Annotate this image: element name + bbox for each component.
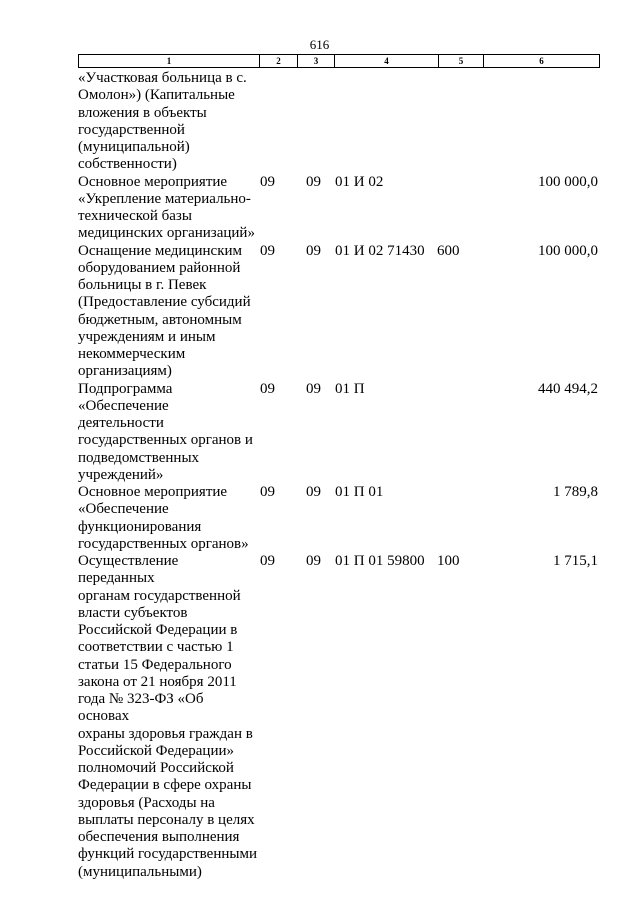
row-description xyxy=(78,70,258,174)
description-line: Оснащение медицинским xyxy=(78,242,243,259)
section-code: 09 xyxy=(260,380,275,397)
section-code: 09 xyxy=(260,173,275,190)
table-row xyxy=(78,381,598,485)
description-line: Омолон») (Капитальные xyxy=(78,87,235,104)
description-line: бюджетным, автономным xyxy=(78,311,242,328)
description-line: года № 323-ФЗ «Об основах xyxy=(78,691,204,725)
description-line: (муниципальной) xyxy=(78,139,190,155)
description-line: (Предоставление субсидий xyxy=(78,294,251,311)
expense-type-code xyxy=(437,381,492,485)
table-row xyxy=(78,484,598,553)
description-line: функционирования xyxy=(78,518,202,535)
amount: 440 494,2 xyxy=(538,380,598,397)
description-line: «Участковая больница в с. xyxy=(78,70,247,86)
description-line: соответствии с частью 1 xyxy=(78,639,234,656)
table-row xyxy=(78,553,598,881)
target-article-code: 01 И 02 xyxy=(335,173,384,190)
description-line: медицинских организаций» xyxy=(78,225,255,242)
target-article-code: 01 П xyxy=(335,380,365,397)
description-line: здоровья (Расходы на xyxy=(78,794,215,811)
description-line: закона от 21 ноября 2011 xyxy=(78,673,237,690)
description-line: вложения в объекты xyxy=(78,104,207,121)
subsection-code: 09 xyxy=(306,484,321,500)
header-col-4: 4 xyxy=(334,55,438,67)
description-line: функций государственными xyxy=(78,846,257,863)
target-article-code: 01 П 01 59800 xyxy=(335,553,425,569)
subsection-code: 09 xyxy=(306,242,321,259)
amount: 100 000,0 xyxy=(538,173,598,190)
table-row xyxy=(78,70,598,174)
description-line: Российской Федерации» xyxy=(78,742,235,759)
description-line: Федерации в сфере охраны xyxy=(78,777,252,794)
target-article-code xyxy=(335,70,437,174)
amount: 1 715,1 xyxy=(553,553,598,569)
description-line: обеспечения выполнения xyxy=(78,829,240,845)
description-line: органам государственной xyxy=(78,587,241,604)
description-line: учреждений» xyxy=(78,466,164,483)
description-line: выплаты персоналу в целях xyxy=(78,811,255,828)
subsection-code: 09 xyxy=(306,173,321,190)
description-line: Осуществление переданных xyxy=(78,553,179,587)
section-code: 09 xyxy=(260,553,275,569)
section-code: 09 xyxy=(260,484,275,500)
header-col-5: 5 xyxy=(438,55,483,67)
row-description xyxy=(78,243,258,381)
description-line: Подпрограмма xyxy=(78,380,173,397)
section-code: 09 xyxy=(260,242,275,259)
expense-type-code: 100 xyxy=(437,553,460,569)
target-article-code: 01 П 01 xyxy=(335,484,384,500)
amount: 1 789,8 xyxy=(553,484,598,500)
description-line: «Обеспечение деятельности xyxy=(78,397,169,431)
row-description xyxy=(78,174,258,243)
description-line: Основное мероприятие xyxy=(78,484,228,500)
subsection-code xyxy=(306,70,335,174)
amount xyxy=(492,70,598,174)
description-line: государственной xyxy=(78,121,185,138)
description-line: «Обеспечение xyxy=(78,501,169,518)
description-line: некоммерческим xyxy=(78,346,186,362)
expense-type-code: 600 xyxy=(437,242,460,259)
description-line: собственности) xyxy=(78,156,177,173)
section-code xyxy=(258,70,306,174)
page-number: 616 xyxy=(309,37,330,52)
subsection-code: 09 xyxy=(306,380,321,397)
amount: 100 000,0 xyxy=(538,242,598,259)
row-description xyxy=(78,381,258,485)
table-body xyxy=(78,70,598,881)
target-article-code: 01 И 02 71430 xyxy=(335,242,425,259)
description-line: власти субъектов xyxy=(78,604,188,621)
header-col-6: 6 xyxy=(483,55,599,67)
description-line: технической базы xyxy=(78,208,192,224)
description-line: оборудованием районной xyxy=(78,259,241,276)
description-line: учреждениям и иным xyxy=(78,328,216,345)
expense-type-code xyxy=(437,174,492,243)
description-line: полномочий Российской xyxy=(78,760,234,776)
description-line: организациям) xyxy=(78,363,172,380)
expense-type-code xyxy=(437,70,492,174)
table-header xyxy=(78,54,600,68)
description-line: государственных органов и xyxy=(78,432,253,449)
row-description xyxy=(78,553,258,881)
header-col-1: 1 xyxy=(166,56,172,66)
header-col-2: 2 xyxy=(259,55,297,67)
description-line: (муниципальными) xyxy=(78,863,202,880)
table-row xyxy=(78,174,598,243)
description-line: больницы в г. Певек xyxy=(78,277,207,293)
expense-type-code xyxy=(437,484,492,553)
description-line: Основное мероприятие xyxy=(78,173,228,190)
description-line: «Укрепление материально- xyxy=(78,190,251,207)
row-description xyxy=(78,484,258,553)
table-row xyxy=(78,243,598,381)
description-line: подведомственных xyxy=(78,449,200,466)
header-col-3: 3 xyxy=(297,55,334,67)
subsection-code: 09 xyxy=(306,553,321,569)
description-line: статьи 15 Федерального xyxy=(78,656,232,673)
description-line: государственных органов» xyxy=(78,535,249,552)
description-line: охраны здоровья граждан в xyxy=(78,725,253,742)
description-line: Российской Федерации в xyxy=(78,622,238,638)
